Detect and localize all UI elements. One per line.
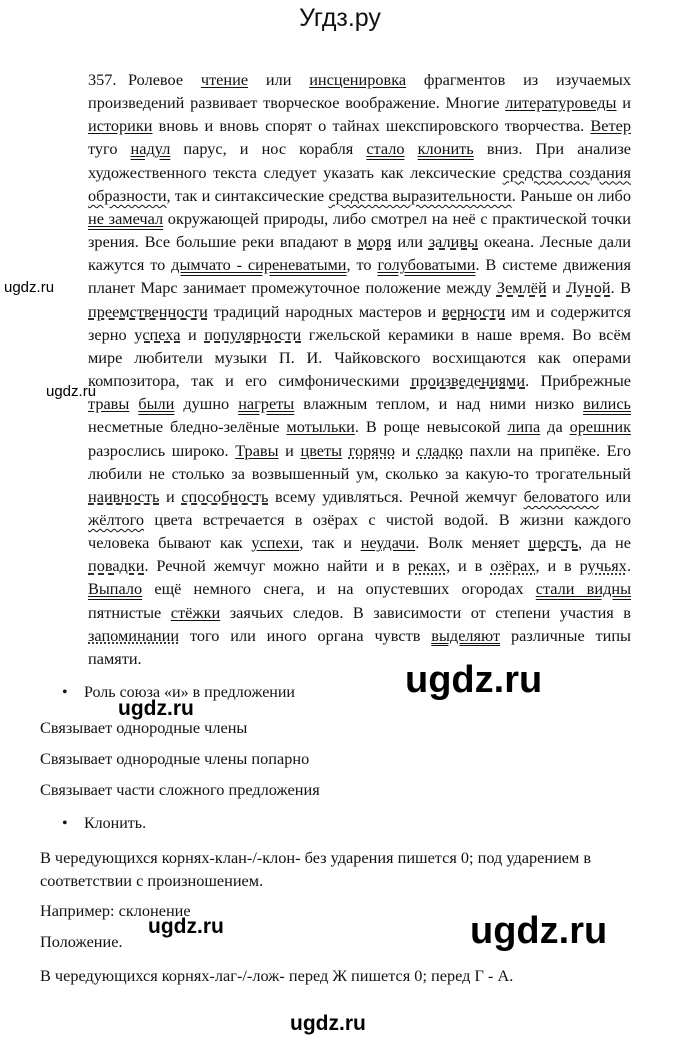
underlined-word: дымчато - сиреневатыми [171,255,347,275]
underlined-word: были [138,394,175,414]
bullet-text: Роль союза «и» в предложении [84,684,295,701]
bullet-item-klonit [62,815,146,833]
underlined-word: мотыльки [286,417,355,437]
note-line: Например: склонение [40,901,191,920]
text-run: и [616,93,631,113]
text-run: ещё немного снега, и на опустевших огородах [142,579,536,599]
underlined-word: липа [507,417,541,437]
watermark: ugdz.ru [118,697,194,720]
text-run: Ролевое [128,70,201,89]
text-run: , так и [299,533,361,553]
underlined-word: травы [88,394,130,414]
bullet-text: Клонить. [84,815,147,832]
text-run: влажным теплом, и над ними низко [294,394,584,414]
text-run: окружающей природы, либо смотрел на неё с практической точки зрения. Все большие реки впадают в [88,208,631,252]
underlined-word: жёлтого [88,509,145,529]
text-run: . В [610,278,631,298]
underlined-word: заливы [428,232,479,252]
underlined-word: успехи [251,533,300,553]
underlined-word: способность [181,486,269,506]
bullet-icon: • [62,684,68,701]
underlined-word: шерсть [528,533,579,553]
exercise-number: 357. [88,70,117,89]
text-run: . В системе движения планет Марс занимает промежуточное положение между [88,255,631,298]
text-run: различные типы памяти. [88,625,631,668]
watermark: ugdz.ru [470,910,608,952]
text-run: вновь и вновь спорят о тайнах шекспировского творчества. [152,116,591,136]
exercise-text [88,68,631,670]
underlined-word: Луной [566,278,611,298]
text-run: гжельской керамики в наше время. Во всём мире любители музыки П. И. Чайковского восхищаются как операми композитора, так и его симфоническими [88,324,631,391]
underlined-word: стали видны [535,579,632,599]
note-line: Связывает части сложного предложения [40,780,320,799]
text-run: , так и синтаксические [166,185,329,205]
underlined-word: Землёй [496,278,547,298]
underlined-word: Ветер [590,116,631,136]
text-run: того или иного органа чувств [179,625,432,645]
bullet-item-conjunction-role [62,684,295,702]
text-run: да [540,417,570,437]
text-run: пахли на припёке. Его любили не столько за возвышенный ум, сколько за какую-то трогательный [88,440,632,483]
text-run: , да не [578,533,631,553]
text-run: , то [346,255,378,275]
text-run: и [546,278,567,298]
text-run: или [598,486,631,506]
underlined-word: нагреты [238,394,295,414]
text-run: всему удивляться. Речной жемчуг [268,486,524,506]
underlined-word: верности [442,301,506,321]
site-header-title: Угдз.ру [299,4,381,32]
text-run [129,394,138,413]
text-run: океана. Лесные дали кажутся то [88,232,631,275]
text-run: несметные бледно-зелёные [88,417,287,437]
text-run [405,139,418,158]
text-run: цвета встречается в озёрах с чистой водой. В жизни каждого человека бывают как [88,509,631,553]
underlined-word: запоминании [88,625,180,645]
underlined-word: вились [583,394,631,414]
text-run: . В роще невысокой [354,417,508,437]
text-run: туго [88,139,131,159]
underlined-word: стало [366,139,405,159]
text-run [342,441,349,460]
text-run: душно [174,394,239,414]
underlined-word: выделяют [431,625,501,645]
text-run: , и в [535,556,580,576]
underlined-word: успеха [134,324,181,344]
underlined-word: Выпало [88,579,143,599]
bullet-icon: • [62,815,68,832]
underlined-word: литературоведы [505,93,617,113]
underlined-word: клонить [417,139,474,159]
underlined-word: беловатого [523,486,599,506]
text-run: или [248,70,310,89]
underlined-word: горячо [348,440,396,460]
underlined-word: озёрах [490,556,536,576]
underlined-word: чтение [200,70,249,89]
text-run: . Раньше он либо [511,185,631,205]
underlined-word: надул [130,139,171,159]
text-run: фрагментов из изучаемых произведений развивает творческое воображение. Многие [88,70,631,113]
underlined-word: цветы [300,440,343,460]
text-run: . Прибрежные [525,371,631,391]
underlined-word: Травы [235,440,279,460]
note-line: В чередующихся корнях-лаг-/-лож- перед Ж пишется 0; перед Г - А. [40,966,514,985]
underlined-word: моря [357,232,392,252]
underlined-word: сладко [416,440,464,460]
underlined-word: реках [407,556,447,576]
text-run: . Речной жемчуг можно найти и в [144,556,408,576]
text-run: заячьих следов. В зависимости от степени участия в [220,602,631,622]
text-run: . [626,556,632,576]
underlined-word: повадки [88,556,145,576]
text-run: и [278,440,301,460]
watermark: ugdz.ru [148,915,224,938]
watermark: ugdz.ru [46,383,97,400]
underlined-word: популярности [204,324,302,344]
text-run: разрослись широко. [88,440,236,460]
note-line: Связывает однородные члены [40,718,248,737]
text-run: парус, и нос корабля [170,139,367,159]
underlined-word: ручьях [579,556,627,576]
watermark: ugdz.ru [290,1012,366,1035]
underlined-word: преемственности [88,301,208,321]
text-run: и [159,486,182,506]
underlined-word: средства создания образности [88,162,631,205]
underlined-word: инсценировка [309,70,407,89]
text-run: им и содержится зерно [88,301,632,344]
text-run: традиций народных мастеров и [207,301,443,321]
text-run: или [391,232,429,252]
underlined-word: наивность [88,486,160,506]
note-line: Положение. [40,932,123,951]
underlined-word: произведениями [410,371,526,391]
underlined-word: голубоватыми [377,255,476,275]
underlined-word: орешник [569,417,631,437]
note-line: Связывает однородные члены попарно [40,749,310,768]
underlined-word: не замечал [88,208,164,228]
underlined-word: средства выразительности [328,185,512,205]
watermark: ugdz.ru [405,659,543,701]
underlined-word: стёжки [170,602,221,622]
text-run: пятнистые [88,602,171,622]
text-run: и [180,324,205,344]
text-run: вниз. При анализе художественного текста следует указать как лексические [88,139,631,182]
text-run: и [395,440,417,460]
text-run: , и в [446,556,491,576]
note-paragraph: В чередующихся корнях-клан-/-клон- без ударения пишется 0; под ударением в соответствии с произношением. [40,848,592,890]
underlined-word: историки [88,116,153,136]
text-run: . Волк меняет [415,533,529,553]
watermark: ugdz.ru [4,279,55,296]
underlined-word: неудачи [360,533,416,553]
